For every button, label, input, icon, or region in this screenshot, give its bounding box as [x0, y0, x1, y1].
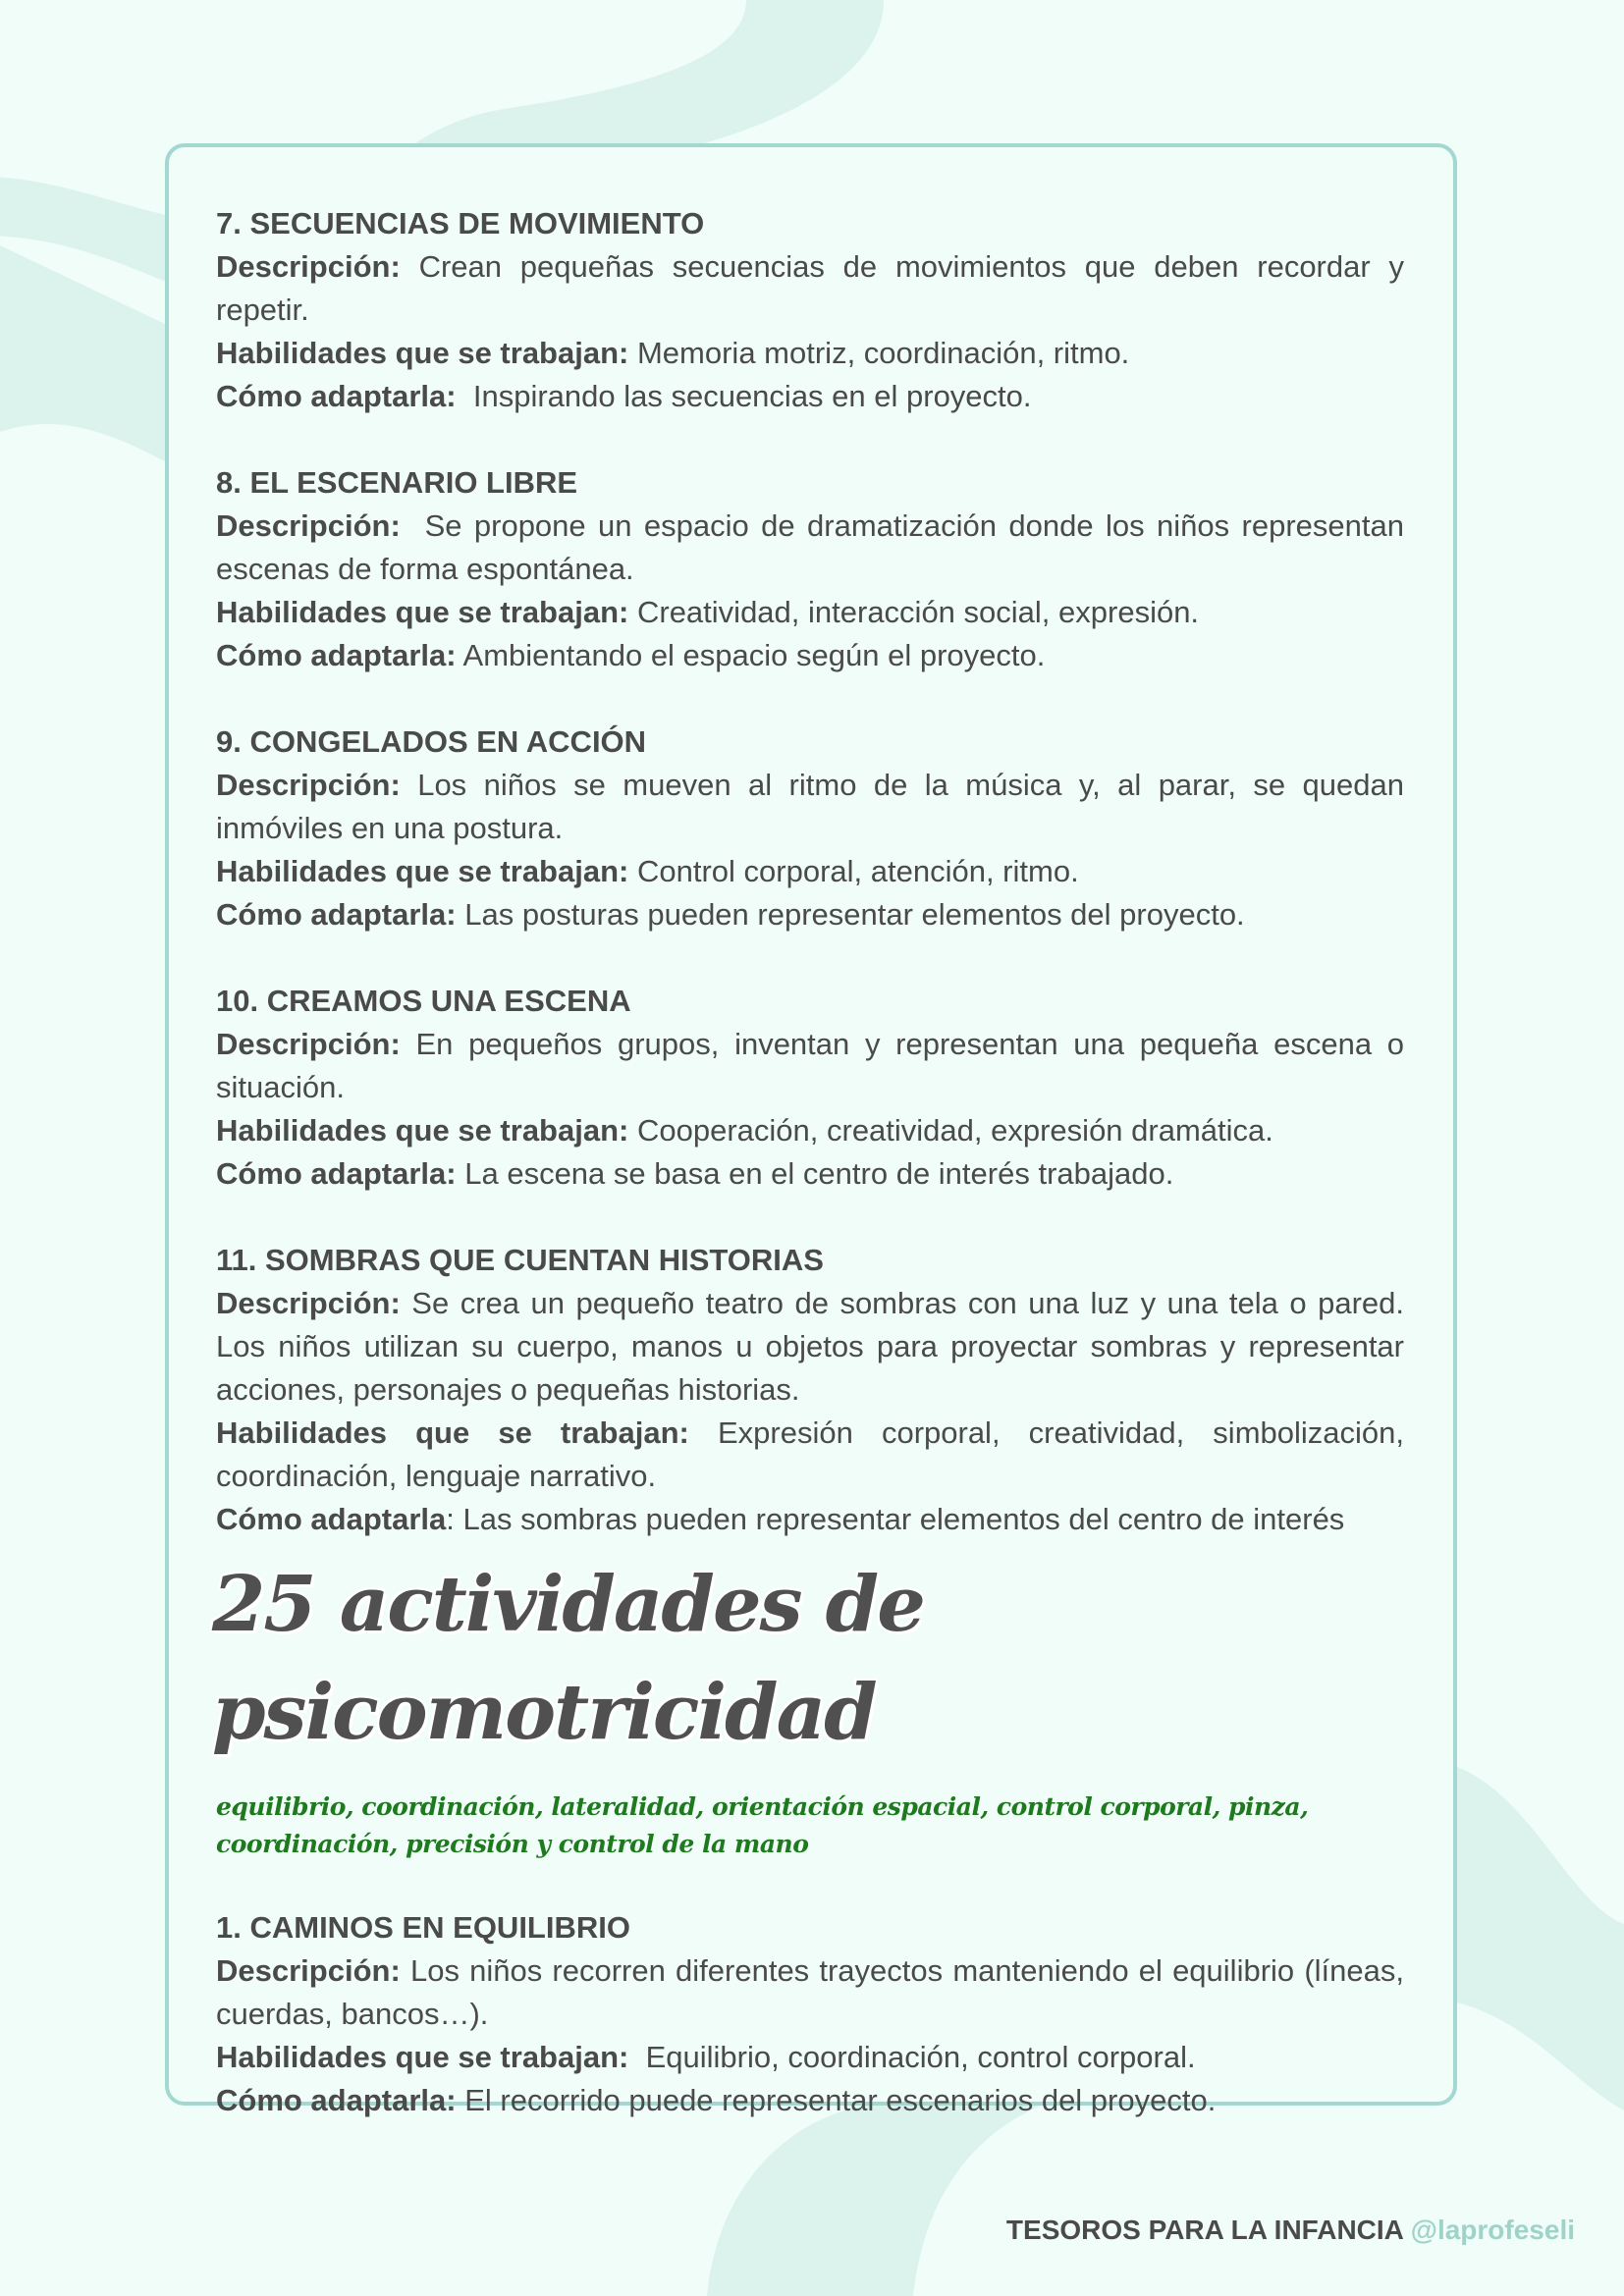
adapt-text: El recorrido puede representar escenarios del proyecto.	[464, 2083, 1217, 2117]
skills-text: Creatividad, interacción social, expresión.	[636, 595, 1200, 629]
adapt-label: Cómo adaptarla:	[216, 379, 457, 413]
activity-description	[216, 764, 1404, 850]
description-text: Los niños se mueven al ritmo de la música y, al parar, se quedan inmóviles en una postura.	[216, 768, 1404, 845]
activity-title: 8. EL ESCENARIO LIBRE	[216, 465, 578, 500]
adapt-text: La escena se basa en el centro de interés trabajado.	[464, 1156, 1174, 1191]
activity-11	[216, 1239, 1404, 1541]
activity-skills	[216, 1412, 1404, 1498]
description-text: En pequeños grupos, inventan y representan una pequeña escena o situación.	[216, 1027, 1404, 1104]
adapt-text: : Las sombras pueden representar elementos del centro de interés	[446, 1502, 1345, 1536]
adapt-text: Ambientando el espacio según el proyecto.	[462, 638, 1046, 672]
description-text: Crean pequeñas secuencias de movimientos que deben recordar y repetir.	[216, 249, 1404, 327]
adapt-text: Inspirando las secuencias en el proyecto.	[472, 379, 1032, 413]
activity-1	[216, 1906, 1404, 2122]
activity-adapt	[216, 375, 1404, 418]
activity-description	[216, 1282, 1404, 1412]
adapt-text: Las posturas pueden representar elementos del proyecto.	[464, 897, 1245, 932]
skills-text: Memoria motriz, coordinación, ritmo.	[636, 336, 1130, 370]
description-text: Los niños recorren diferentes trayectos manteniendo el equilibrio (líneas, cuerdas, bancos…).	[216, 1953, 1404, 2031]
footer-handle[interactable]: @laprofeseli	[1410, 2215, 1575, 2245]
adapt-label: Cómo adaptarla:	[216, 897, 457, 932]
skills-text: Cooperación, creatividad, expresión dramática.	[636, 1113, 1273, 1148]
activity-skills	[216, 850, 1404, 893]
skills-label: Habilidades que se trabajan:	[216, 2040, 629, 2074]
activity-8	[216, 461, 1404, 677]
adapt-label: Cómo adaptarla	[216, 1502, 447, 1536]
section-subtitle: equilibrio, coordinación, lateralidad, orientación espacial, control corporal, pinza, coordinación, precisión y control de la mano	[216, 1792, 1309, 1858]
skills-label: Habilidades que se trabajan:	[216, 595, 629, 629]
description-label: Descripción:	[216, 1027, 401, 1061]
activity-skills	[216, 591, 1404, 634]
activity-9	[216, 721, 1404, 936]
activity-title: 9. CONGELADOS EN ACCIÓN	[216, 724, 647, 759]
skills-text: Control corporal, atención, ritmo.	[636, 854, 1079, 888]
footer-brand: TESOROS PARA LA INFANCIA	[1005, 2215, 1403, 2245]
left-wave-shape	[0, 245, 165, 461]
description-text: Se crea un pequeño teatro de sombras con una luz y una tela o pared. Los niños utilizan su cuerpo, manos u objetos para proyectar sombras y representar acciones, personajes o pequeñas historias.	[216, 1286, 1405, 1407]
description-label: Descripción:	[216, 768, 401, 802]
description-label: Descripción:	[216, 1953, 401, 1988]
footer-credit	[1006, 2215, 1575, 2246]
adapt-label: Cómo adaptarla:	[216, 1156, 457, 1191]
activity-title: 10. CREAMOS UNA ESCENA	[216, 984, 631, 1018]
activity-description	[216, 245, 1404, 332]
skills-label: Habilidades que se trabajan:	[216, 1113, 629, 1148]
activity-skills	[216, 1109, 1404, 1152]
activity-adapt	[216, 1152, 1404, 1196]
activity-title: 7. SECUENCIAS DE MOVIMIENTO	[216, 206, 705, 240]
activity-description	[216, 1949, 1404, 2036]
activity-title: 11. SOMBRAS QUE CUENTAN HISTORIAS	[216, 1243, 824, 1277]
skills-label: Habilidades que se trabajan:	[216, 854, 629, 888]
activity-adapt	[216, 893, 1404, 936]
adapt-label: Cómo adaptarla:	[216, 2083, 457, 2117]
adapt-label: Cómo adaptarla:	[216, 638, 457, 672]
activity-adapt	[216, 634, 1404, 677]
bottom-wave-shape	[1457, 1767, 1624, 2110]
activity-10	[216, 980, 1404, 1196]
activity-skills	[216, 2036, 1404, 2079]
activity-description	[216, 505, 1404, 591]
description-text: Se propone un espacio de dramatización donde los niños representan escenas de forma espontánea.	[216, 508, 1404, 586]
activity-skills	[216, 332, 1404, 375]
skills-text: Equilibrio, coordinación, control corporal.	[645, 2040, 1196, 2074]
description-label: Descripción:	[216, 1286, 401, 1320]
content-card	[165, 143, 1457, 2117]
activity-adapt	[216, 2079, 1404, 2122]
activity-adapt	[216, 1498, 1404, 1541]
description-label: Descripción:	[216, 249, 401, 284]
activity-description	[216, 1023, 1404, 1109]
section-title: 25 actividades de psicomotricidad	[212, 1560, 924, 1757]
activity-7	[216, 202, 1404, 418]
skills-label: Habilidades que se trabajan:	[216, 336, 629, 370]
description-label: Descripción:	[216, 508, 401, 543]
skills-text: Expresión corporal, creatividad, simbolización, coordinación, lenguaje narrativo.	[216, 1415, 1404, 1493]
skills-label: Habilidades que se trabajan:	[216, 1415, 689, 1450]
activity-title: 1. CAMINOS EN EQUILIBRIO	[216, 1910, 630, 1945]
bottom-center-wave-shape	[707, 2106, 1041, 2296]
